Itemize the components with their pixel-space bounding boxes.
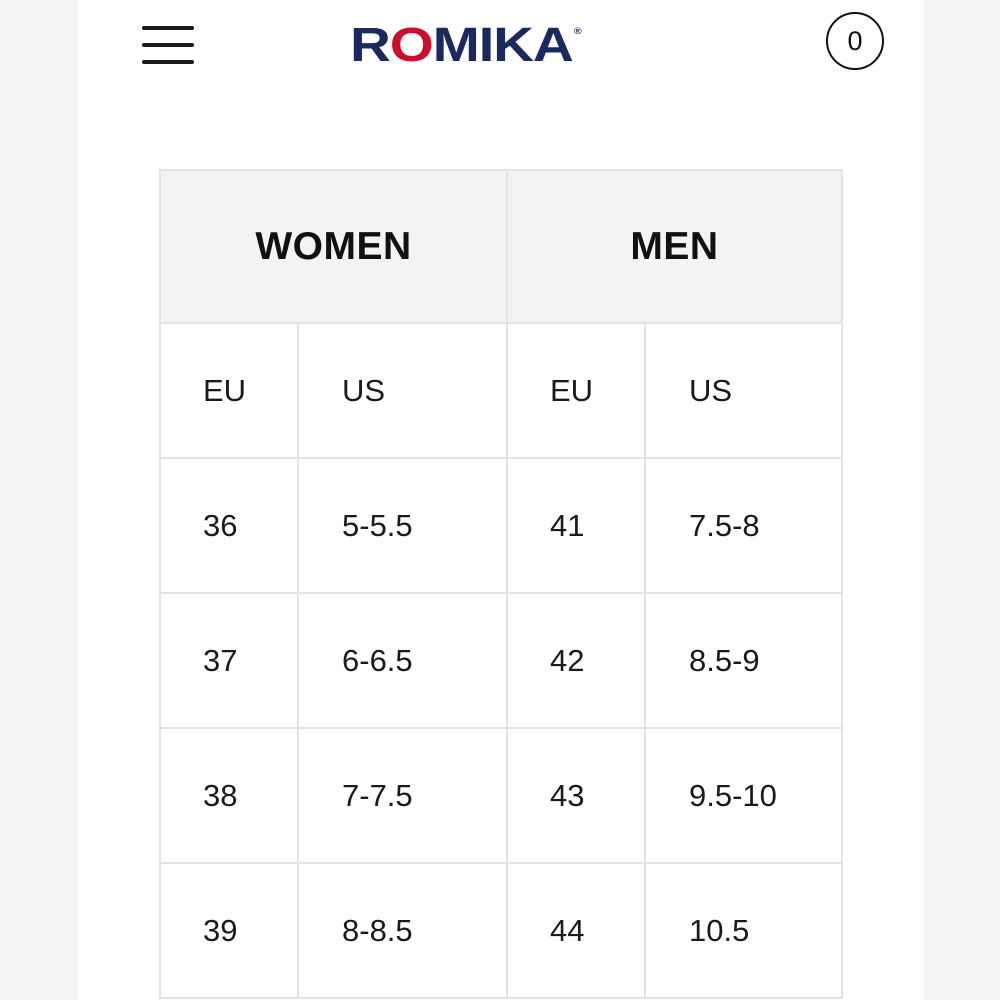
women-header: WOMEN	[160, 170, 507, 323]
cart-count-button[interactable]: 0	[826, 12, 884, 70]
column-header-row	[160, 323, 842, 458]
women-us-cell: 6-6.5	[298, 593, 507, 728]
men-eu-header: EU	[507, 323, 645, 458]
men-us-header: US	[645, 323, 842, 458]
women-us-cell: 5-5.5	[298, 458, 507, 593]
table-row	[160, 593, 842, 728]
men-us-cell: 7.5-8	[645, 458, 842, 593]
logo-letters-mika: MIKA	[432, 19, 573, 72]
size-chart-table	[159, 169, 843, 999]
men-us-cell: 9.5-10	[645, 728, 842, 863]
logo-letter-o: O	[389, 19, 433, 72]
logo-letter-r: R	[350, 19, 390, 72]
men-eu-cell: 42	[507, 593, 645, 728]
women-eu-cell: 39	[160, 863, 298, 998]
men-eu-cell: 41	[507, 458, 645, 593]
menu-bar-top	[142, 26, 194, 30]
hamburger-menu-icon[interactable]	[142, 24, 194, 66]
women-us-cell: 7-7.5	[298, 728, 507, 863]
table-row	[160, 863, 842, 998]
women-eu-cell: 38	[160, 728, 298, 863]
women-eu-cell: 36	[160, 458, 298, 593]
men-eu-cell: 43	[507, 728, 645, 863]
men-header: MEN	[507, 170, 842, 323]
table-row	[160, 728, 842, 863]
men-us-cell: 8.5-9	[645, 593, 842, 728]
women-eu-cell: 37	[160, 593, 298, 728]
women-us-cell: 8-8.5	[298, 863, 507, 998]
menu-bar-middle	[142, 43, 194, 47]
men-us-cell: 10.5	[645, 863, 842, 998]
men-eu-cell: 44	[507, 863, 645, 998]
table-row	[160, 458, 842, 593]
registered-mark: ®	[573, 26, 582, 36]
romika-logo[interactable]	[350, 18, 582, 70]
menu-bar-bottom	[142, 60, 194, 64]
group-header-row	[160, 170, 842, 323]
women-us-header: US	[298, 323, 507, 458]
women-eu-header: EU	[160, 323, 298, 458]
